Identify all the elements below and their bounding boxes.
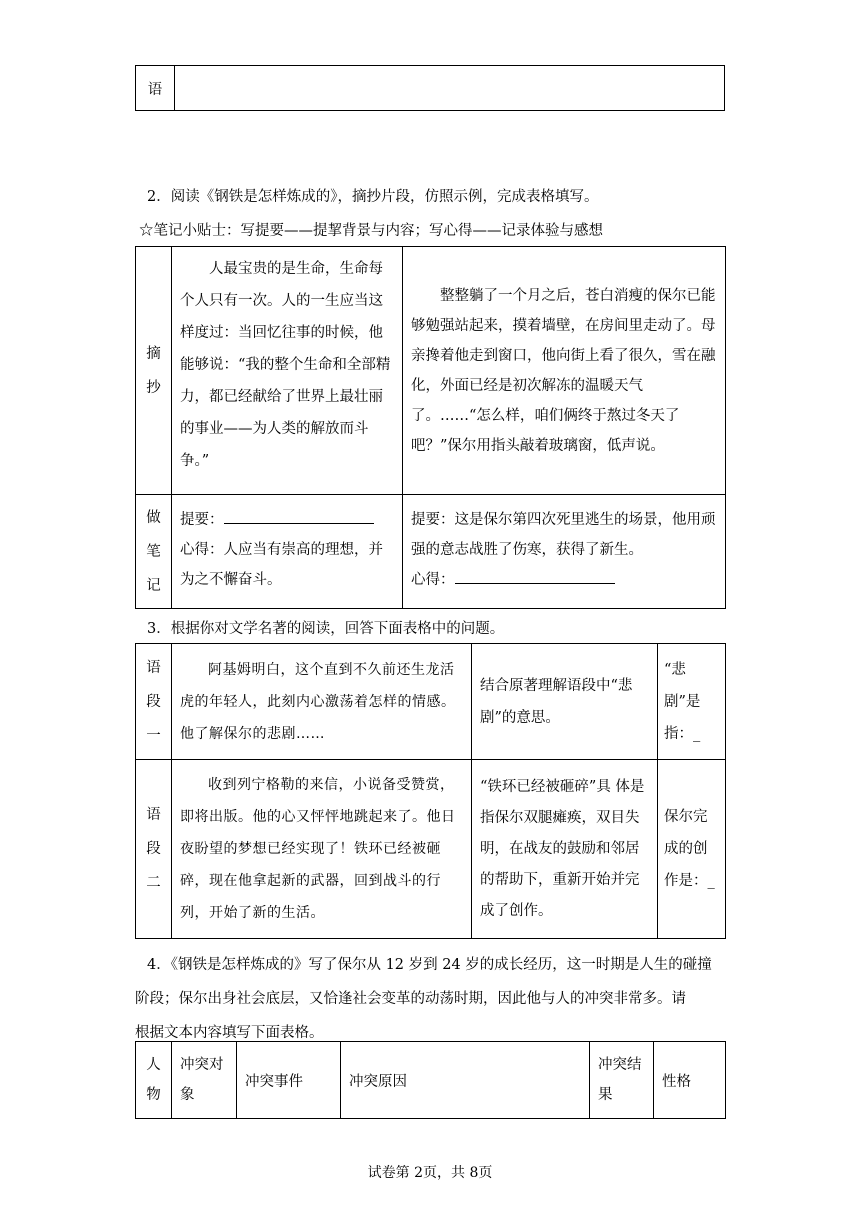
page-footer: 试卷第 2页，共 8页	[367, 1165, 493, 1181]
q4-header-character: 性格	[654, 1042, 726, 1119]
q4-header-result: 冲突结果	[590, 1042, 654, 1119]
q2-note-right-tiyao: 提要：这是保尔第四次死里逃生的场景，他用顽强的意志战胜了伤寒，获得了新生。	[411, 512, 716, 558]
q3-table	[135, 643, 726, 939]
q3-row1-label: 语 段 一	[136, 644, 172, 760]
top-table-label: 语	[136, 66, 175, 111]
q3-title: 3．根据你对文学名著的阅读，回答下面表格中的问题。	[147, 621, 505, 637]
q3-row2-label: 语 段 二	[136, 760, 172, 939]
q4-header-target: 冲突对象	[172, 1042, 237, 1119]
q2-note-left	[172, 495, 403, 609]
q2-row1-label: 摘 抄	[136, 247, 172, 495]
q2-note-left-tiyao-label: 提要：	[180, 512, 224, 528]
q2-table	[135, 246, 726, 609]
q3-row2-answer[interactable]: 保尔完成的创作是：_	[658, 760, 726, 939]
top-table	[135, 65, 725, 111]
q4-header-person: 人物	[136, 1042, 172, 1119]
q3-row2-question: “铁环已经被砸碎”具 体是指保尔双腿瘫痪，双目失明，在战友的鼓励和邻居的帮助下，重新开始并完成了创作。	[472, 760, 658, 939]
q2-excerpt-left: 人最宝贵的是生命，生命每个人只有一次。人的一生应当这样度过：当回忆往事的时候，他能够说：“我的整个生命和全部精力，都已经献给了世界上最壮丽的事业——为人类的解放而斗争。”	[172, 247, 403, 495]
q2-note-right-xinde-label: 心得：	[411, 572, 455, 588]
q3-row2-text: 收到列宁格勒的来信，小说备受赞赏，即将出版。他的心又怦怦地跳起来了。他日夜盼望的梦想已经实现了！铁环已经被砸碎，现在他拿起新的武器，回到战斗的行列，开始了新的生活。	[172, 760, 472, 939]
q2-row2-label: 做 笔 记	[136, 495, 172, 609]
q2-note-right	[403, 495, 726, 609]
q3-row1-text: 阿基姆明白，这个直到不久前还生龙活虎的年轻人，此刻内心激荡着怎样的情感。他了解保尔的悲剧……	[172, 644, 472, 760]
q4-title: 4．《钢铁是怎样炼成的》写了保尔从 12 岁到 24 岁的成长经历，这一时期是人生的碰撞 阶段；保尔出身社会底层，又恰逢社会变革的动荡时期，因此他与人的冲突非常多。请 根据文本内容填写下面表格。	[135, 957, 712, 1041]
top-table-content	[175, 66, 725, 111]
q2-xinde-blank[interactable]	[455, 569, 615, 584]
q4-header-cause: 冲突原因	[341, 1042, 590, 1119]
q3-row1-answer[interactable]: “悲剧”是指：_	[658, 644, 726, 760]
q4-table	[135, 1041, 726, 1119]
q2-title: 2．阅读《钢铁是怎样炼成的》，摘抄片段，仿照示例，完成表格填写。	[147, 189, 599, 205]
q2-tiyao-blank[interactable]	[224, 509, 374, 524]
q3-row1-question: 结合原著理解语段中“悲剧”的意思。	[472, 644, 658, 760]
q2-tip: ☆笔记小贴士：写提要——提挈背景与内容；写心得——记录体验与感想	[139, 223, 603, 239]
q2-excerpt-right: 整整躺了一个月之后，苍白消瘦的保尔已能够勉强站起来，摸着墙壁，在房间里走动了。母亲搀着他走到窗口，他向街上看了很久，雪在融化，外面已经是初次解冻的温暖天气了。……“怎么样，咱们俩终于熬过冬天了吧？”保尔用指头敲着玻璃窗，低声说。	[403, 247, 726, 495]
q4-header-event: 冲突事件	[237, 1042, 341, 1119]
q2-note-left-xinde: 心得：人应当有崇高的理想，并为之不懈奋斗。	[180, 542, 383, 588]
